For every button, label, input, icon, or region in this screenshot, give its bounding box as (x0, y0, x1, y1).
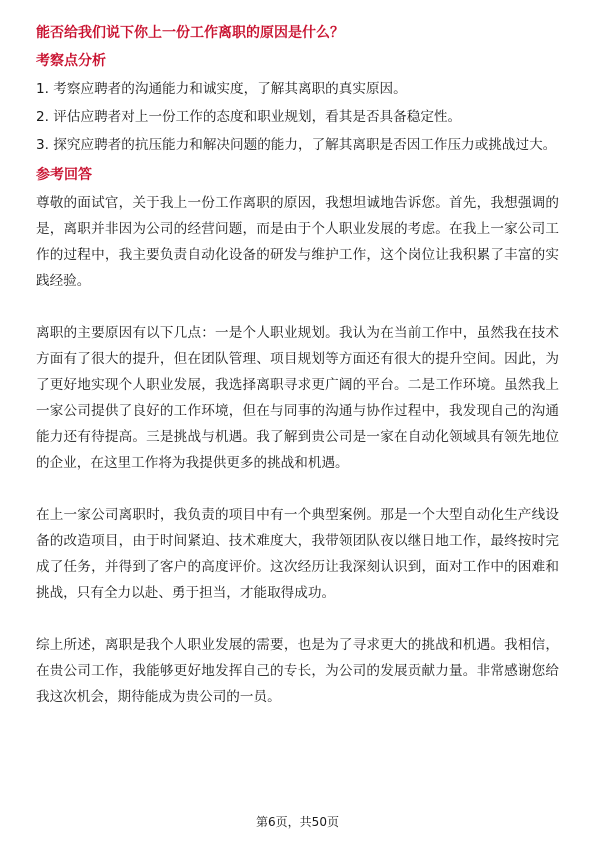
answer-paragraph-4: 综上所述，离职是我个人职业发展的需要，也是为了寻求更大的挑战和机遇。我相信，在贵公司工作，我能够更好地发挥自己的专长，为公司的发展贡献力量。非常感谢您给我这次机会，期待能成为贵公司的一员。 (36, 637, 559, 705)
answer-paragraph-2: 离职的主要原因有以下几点：一是个人职业规划。我认为在当前工作中，虽然我在技术方面有了很大的提升，但在团队管理、项目规划等方面还有很大的提升空间。因此，为了更好地实现个人职业发展，我选择离职寻求更广阔的平台。二是工作环境。虽然我上一家公司提供了良好的工作环境，但在与同事的沟通与协作过程中，我发现自己的沟通能力还有待提高。三是挑战与机遇。我了解到贵公司是一家在自动化领域具有领先地位的企业，在这里工作将为我提供更多的挑战和机遇。 (36, 325, 559, 471)
question-title: 能否给我们说下你上一份工作离职的原因是什么？ (36, 25, 344, 41)
page-content (36, 22, 559, 710)
analysis-point-2: 2. 评估应聘者对上一份工作的态度和职业规划，看其是否具备稳定性。 (36, 109, 462, 125)
page-number-footer: 第6页，共50页 (256, 815, 339, 829)
analysis-point-1: 1. 考察应聘者的沟通能力和诚实度，了解其离职的真实原因。 (36, 81, 407, 97)
answer-heading: 参考回答 (36, 167, 92, 183)
answer-paragraph-3: 在上一家公司离职时，我负责的项目中有一个典型案例。那是一个大型自动化生产线设备的改造项目，由于时间紧迫、技术难度大，我带领团队夜以继日地工作，最终按时完成了任务，并得到了客户的高度评价。这次经历让我深刻认识到，面对工作中的困难和挑战，只有全力以赴、勇于担当，才能取得成功。 (36, 507, 559, 601)
analysis-point-3: 3. 探究应聘者的抗压能力和解决问题的能力，了解其离职是否因工作压力或挑战过大。 (36, 137, 557, 153)
analysis-heading: 考察点分析 (36, 53, 106, 69)
answer-body (36, 190, 559, 710)
answer-paragraph-1: 尊敬的面试官，关于我上一份工作离职的原因，我想坦诚地告诉您。首先，我想强调的是，离职并非因为公司的经营问题，而是由于个人职业发展的考虑。在我上一家公司工作的过程中，我主要负责自动化设备的研发与维护工作，这个岗位让我积累了丰富的实践经验。 (36, 195, 559, 289)
